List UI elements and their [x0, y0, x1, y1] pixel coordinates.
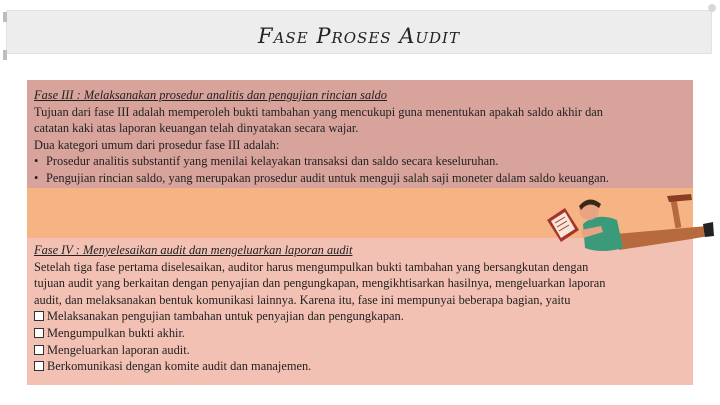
- bullet-text: Prosedur analitis substantif yang menilai kelayakan transaksi dan saldo secara keseluruhan.: [46, 154, 499, 169]
- phase3-line: Dua kategori umum dari prosedur fase III adalah:: [34, 137, 280, 152]
- bullet-symbol: •: [34, 170, 39, 185]
- checkbox-icon: [34, 345, 44, 355]
- bullet-symbol: •: [34, 154, 39, 169]
- phase4-line: Setelah tiga fase pertama diselesaikan, auditor harus mengumpulkan bukti tambahan yang bersangkutan dengan: [34, 259, 589, 274]
- checklist-item: [34, 342, 694, 359]
- checklist-item: [34, 308, 694, 325]
- phase3-line: Tujuan dari fase III adalah memperoleh bukti tambahan yang mencukupi guna menentukan apakah saldo akhir dan: [34, 104, 603, 119]
- phase4-text: [34, 242, 694, 375]
- checkbox-icon: [34, 361, 44, 371]
- reader-illustration: [545, 190, 715, 260]
- phase3-text: [34, 87, 694, 187]
- phase4-line: audit, dan melaksanakan bentuk komunikasi lainnya. Karena itu, fase ini mempunyai beberapa bagian, yaitu: [34, 292, 571, 307]
- checkbox-icon: [34, 328, 44, 338]
- checklist-text: Mengeluarkan laporan audit.: [47, 342, 190, 357]
- checklist-text: Berkomunikasi dengan komite audit dan manajemen.: [47, 359, 312, 374]
- phase3-heading: Fase III : Melaksanakan prosedur analitis dan pengujian rincian saldo: [34, 88, 387, 102]
- bullet-item: [34, 153, 694, 170]
- decor-tick: [3, 50, 7, 60]
- phase3-line: catatan kaki atas laporan keuangan telah dinyatakan secara wajar.: [34, 121, 359, 136]
- decor-tick: [3, 12, 7, 22]
- bullet-item: [34, 170, 694, 187]
- title-bar: [6, 10, 712, 54]
- decor-dot: [708, 4, 716, 12]
- checklist-item: [34, 358, 694, 375]
- checklist-text: Melaksanakan pengujian tambahan untuk penyajian dan pengungkapan.: [47, 309, 404, 324]
- checklist-item: [34, 325, 694, 342]
- checkbox-icon: [34, 311, 44, 321]
- checklist-text: Mengumpulkan bukti akhir.: [47, 325, 186, 340]
- phase4-line: tujuan audit yang berkaitan dengan penyajian dan pengungkapan, mengikhtisarkan hasilnya, mengeluarkan laporan: [34, 276, 606, 291]
- phase4-heading: Fase IV : Menyelesaikan audit dan mengeluarkan laporan audit: [34, 243, 353, 257]
- slide-title: Fase Proses Audit: [258, 24, 460, 48]
- bullet-text: Pengujian rincian saldo, yang merupakan prosedur audit untuk menguji salah saji moneter dalam saldo keuangan.: [46, 170, 609, 185]
